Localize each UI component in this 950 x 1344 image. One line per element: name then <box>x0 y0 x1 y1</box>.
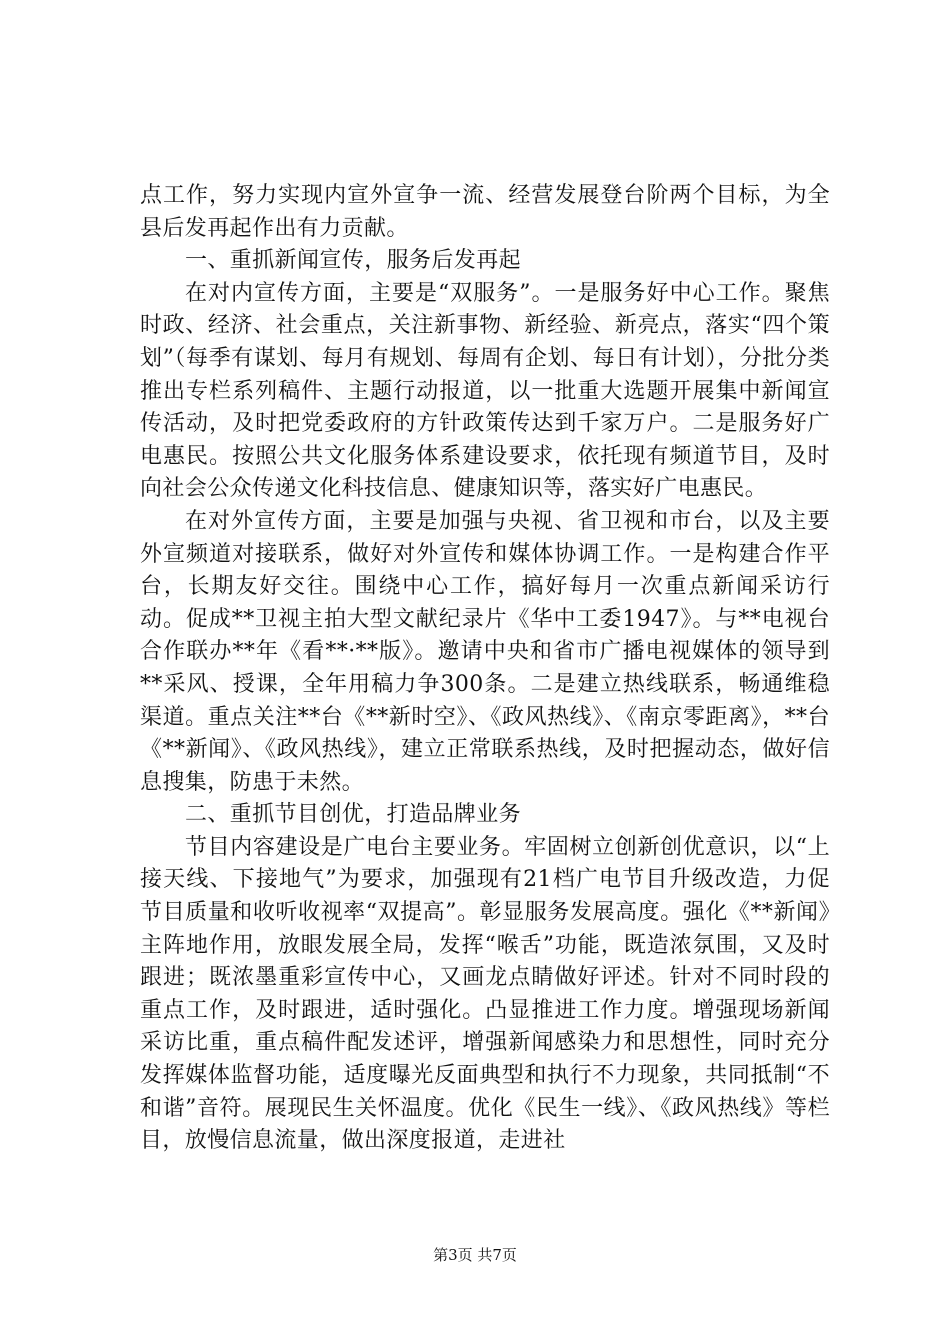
section-heading-1: 一、重抓新闻宣传，服务后发再起 <box>185 248 522 274</box>
page-footer <box>0 1245 950 1265</box>
page-number: 第3页 共7页 <box>433 1246 517 1264</box>
paragraph-program-content: 节目内容建设是广电台主要业务。牢固树立创新创优意识，以“上接天线、下接地气”为要求，加强现有21档广电节目升级改造，力促节目质量和收听收视率“双提高”。彰显服务发展高度。强化《**新闻》主阵地作用，放眼发展全局，发挥“喉舌”功能，既造浓氛围，又及时跟进；既浓墨重彩宣传中心，又画龙点睛做好评述。针对不同时段的重点工作，及时跟进，适时强化。凸显推进工作力度。增强现场新闻采访比重，重点稿件配发述评，增强新闻感染力和思想性，同时充分发挥媒体监督功能，适度曝光反面典型和执行不力现象，共同抵制“不和谐”音符。展现民生关怀温度。优化《民生一线》、《政风热线》等栏目，放慢信息流量，做出深度报道，走进社 <box>140 834 830 1154</box>
paragraph-internal-publicity: 在对内宣传方面，主要是“双服务”。一是服务好中心工作。聚焦时政、经济、社会重点，关注新事物、新经验、新亮点，落实“四个策划”（每季有谋划、每月有规划、每周有企划、每日有计划），分批分类推出专栏系列稿件、主题行动报道，以一批重大选题开展集中新闻宣传活动，及时把党委政府的方针政策传达到千家万户。二是服务好广电惠民。按照公共文化服务体系建设要求，依托现有频道节目，及时向社会公众传递文化科技信息、健康知识等，落实好广电惠民。 <box>140 280 830 502</box>
paragraph-external-publicity: 在对外宣传方面，主要是加强与央视、省卫视和市台，以及主要外宣频道对接联系，做好对外宣传和媒体协调工作。一是构建合作平台，长期友好交往。围绕中心工作，搞好每月一次重点新闻采访行动。促成**卫视主拍大型文献纪录片《华中工委1947》。与**电视台合作联办**年《看**·**版》。邀请中央和省市广播电视媒体的领导到**采风、授课，全年用稿力争300条。二是建立热线联系，畅通维稳渠道。重点关注**台《**新时空》、《政风热线》、《南京零距离》，**台《**新闻》、《政风热线》，建立正常联系热线，及时把握动态，做好信息搜集，防患于未然。 <box>140 508 830 795</box>
paragraph-1: 点工作，努力实现内宣外宣争一流、经营发展登台阶两个目标，为全县后发再起作出有力贡献。 <box>140 183 830 241</box>
section-heading-2: 二、重抓节目创优，打造品牌业务 <box>185 802 522 828</box>
document-body <box>140 180 830 1158</box>
